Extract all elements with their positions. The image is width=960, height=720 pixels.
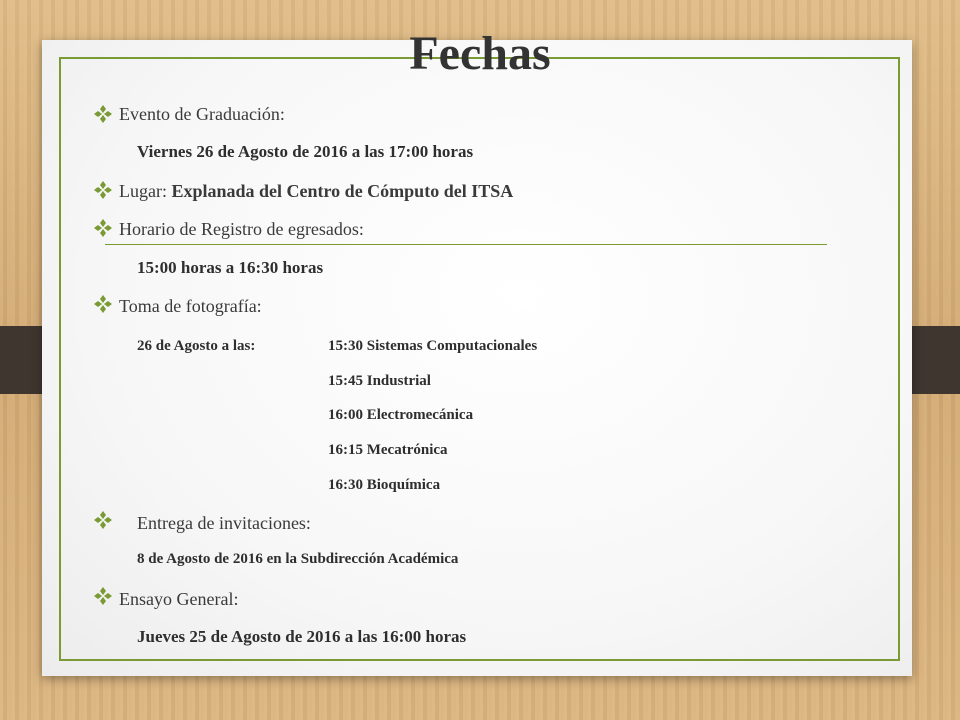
schedule-item: 16:30 Bioquímica <box>328 477 441 493</box>
four-diamond-icon <box>93 510 113 530</box>
divider-line <box>105 244 827 245</box>
invitations-value: 8 de Agosto de 2016 en la Subdirección Académica <box>137 551 459 567</box>
photo-label: Toma de fotografía: <box>119 296 262 316</box>
photo-date: 26 de Agosto a las: <box>137 338 256 354</box>
place-line <box>119 181 513 202</box>
schedule-item: 16:15 Mecatrónica <box>328 442 448 458</box>
rehearsal-label: Ensayo General: <box>119 589 239 609</box>
schedule-item: 15:30 Sistemas Computacionales <box>328 338 538 354</box>
schedule-item: 15:45 Industrial <box>328 373 431 389</box>
place-value: Explanada del Centro de Cómputo del ITSA <box>171 181 514 201</box>
slide-title: Fechas <box>409 27 551 80</box>
rehearsal-value: Jueves 25 de Agosto de 2016 a las 16:00 horas <box>137 627 467 646</box>
registration-label: Horario de Registro de egresados: <box>119 219 364 239</box>
place-label: Lugar: <box>119 181 172 201</box>
graduation-value: Viernes 26 de Agosto de 2016 a las 17:00 horas <box>137 142 474 161</box>
four-diamond-icon <box>93 294 113 314</box>
four-diamond-icon <box>93 104 113 124</box>
four-diamond-icon <box>93 180 113 200</box>
four-diamond-icon <box>93 218 113 238</box>
four-diamond-icon <box>93 586 113 606</box>
registration-value: 15:00 horas a 16:30 horas <box>137 258 324 277</box>
schedule-item: 16:00 Electromecánica <box>328 407 474 423</box>
graduation-label: Evento de Graduación: <box>119 104 285 124</box>
invitations-label: Entrega de invitaciones: <box>137 513 311 533</box>
